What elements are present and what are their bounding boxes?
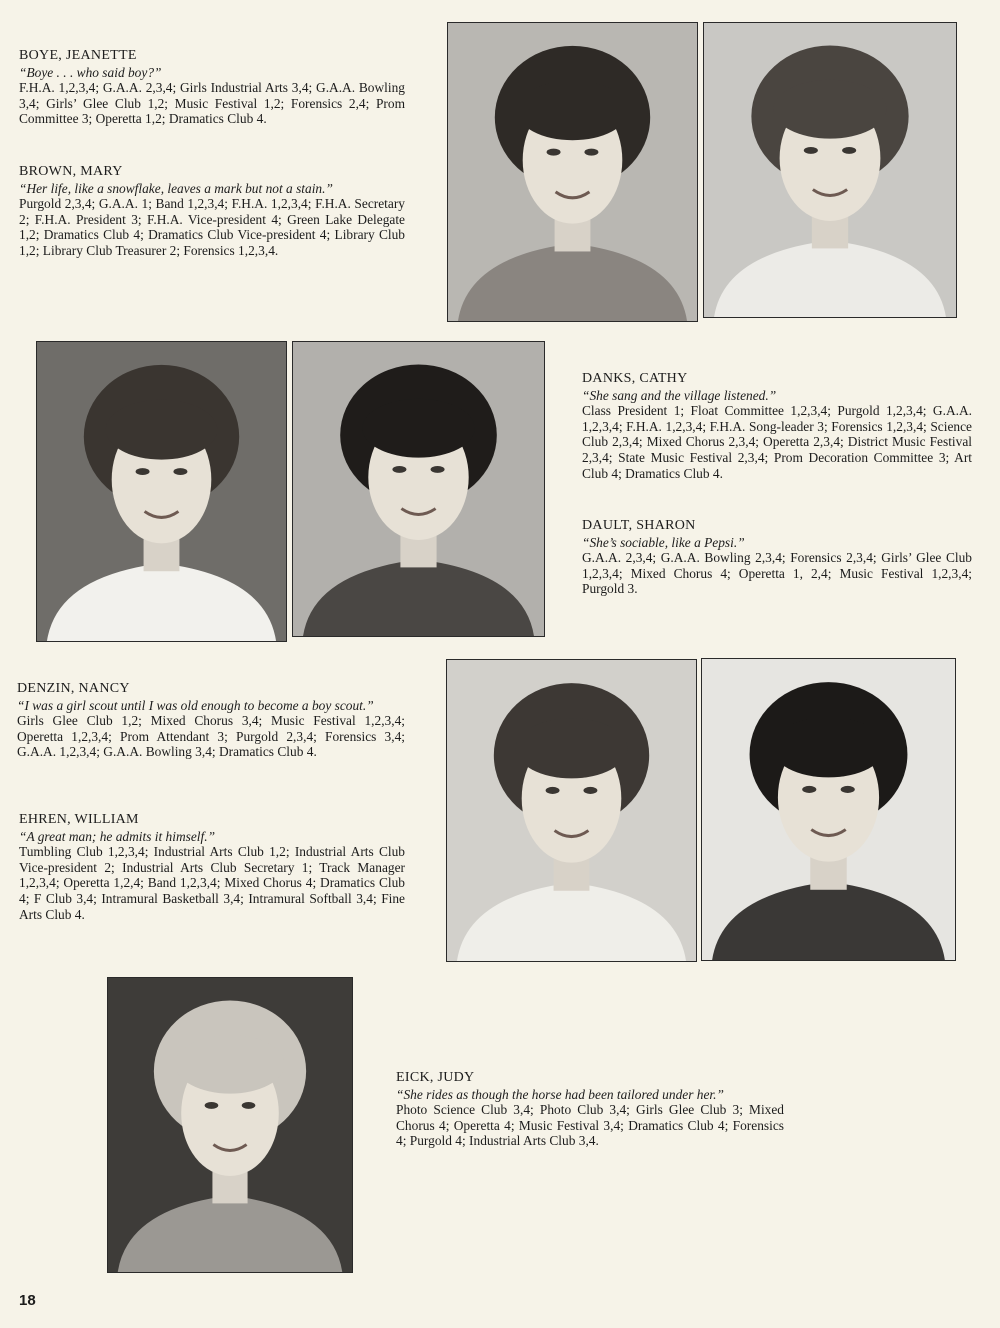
portrait-photo-eick — [107, 977, 353, 1273]
portrait-drawing — [37, 342, 286, 641]
page-number: 18 — [19, 1292, 36, 1309]
student-name: DANKS, CATHY — [582, 371, 688, 386]
portrait-drawing — [108, 978, 352, 1272]
portrait-drawing — [702, 659, 955, 960]
student-entry-brown — [19, 164, 405, 259]
portrait-eye-right — [584, 149, 598, 156]
portrait-hair-fringe — [772, 717, 885, 777]
portrait-eye-left — [205, 1102, 219, 1109]
portrait-drawing — [293, 342, 544, 636]
student-name: EICK, JUDY — [396, 1070, 475, 1085]
portrait-eye-left — [802, 786, 816, 793]
portrait-photo-boye — [447, 22, 698, 322]
student-entry-ehren — [19, 812, 405, 922]
portrait-photo-danks — [36, 341, 287, 642]
portrait-drawing — [448, 23, 697, 321]
student-activities: Purgold 2,3,4; G.A.A. 1; Band 1,2,3,4; F.H.A. 1,2,3,4; F.H.A. Secretary 2; F.H.A. President 3; F.H.A. Vice-president 4; Green Lake Delegate 1,2; Dramatics Club 4; Dramatics Club Vice-president 4; Library Club 1,2; Library Club Treasurer 2; Forensics 1,2,3,4. — [19, 196, 405, 258]
portrait-photo-denzin — [446, 659, 697, 962]
student-entry-eick — [396, 1070, 784, 1149]
student-entry-denzin — [17, 681, 405, 760]
student-quote: “I was a girl scout until I was old enough to become a boy scout.” — [17, 697, 374, 713]
student-activities: G.A.A. 2,3,4; G.A.A. Bowling 2,3,4; Forensics 2,3,4; Girls’ Glee Club 1,2,3,4; Mixed Chorus 4; Operetta 1, 2,4; Music Festival 1,2,3,4; Purgold 3. — [582, 550, 972, 597]
portrait-eye-right — [242, 1102, 256, 1109]
portrait-photo-brown — [703, 22, 957, 318]
portrait-eye-left — [546, 787, 560, 794]
portrait-hair-fringe — [516, 718, 628, 778]
student-name: DAULT, SHARON — [582, 518, 696, 533]
portrait-hair-fringe — [774, 80, 887, 139]
portrait-eye-right — [841, 786, 855, 793]
portrait-eye-right — [173, 468, 187, 475]
student-quote: “She rides as though the horse had been tailored under her.” — [396, 1086, 724, 1102]
student-quote: “A great man; he admits it himself.” — [19, 828, 216, 844]
student-name: DENZIN, NANCY — [17, 681, 130, 696]
portrait-drawing — [704, 23, 956, 317]
student-quote: “Boye . . . who said boy?” — [19, 64, 162, 80]
portrait-eye-right — [842, 147, 856, 154]
student-activities: Photo Science Club 3,4; Photo Club 3,4; Girls Glee Club 3; Mixed Chorus 4; Operetta 4; Music Festival 3,4; Dramatics Club 4; Forensics 4; Purgold 4; Industrial Arts Club 3,4. — [396, 1102, 784, 1149]
portrait-eye-right — [431, 466, 445, 473]
student-quote: “Her life, like a snowflake, leaves a mark but not a stain.” — [19, 180, 333, 196]
student-entry-danks — [582, 371, 972, 481]
student-name: BOYE, JEANETTE — [19, 48, 137, 63]
student-activities: F.H.A. 1,2,3,4; G.A.A. 2,3,4; Girls Industrial Arts 3,4; G.A.A. Bowling 3,4; Girls’ Glee Club 1,2; Music Festival 1,2; Forensics 2,4; Prom Committee 3; Operetta 1,2; Dramatics Club 4. — [19, 80, 405, 127]
portrait-hair-fringe — [362, 399, 474, 458]
portrait-photo-dault — [292, 341, 545, 637]
student-entry-boye — [19, 48, 405, 127]
portrait-hair-fringe — [517, 81, 629, 141]
portrait-eye-right — [583, 787, 597, 794]
student-activities: Tumbling Club 1,2,3,4; Industrial Arts Club 1,2; Industrial Arts Club Vice-president 2; Industrial Arts Club Secretary 1; Track Manager 1,2,3,4; Operetta 1,2,4; Band 1,2,3,4; Mixed Chorus 4; Dramatics Club 4; F Club 3,4; Intramural Basketball 3,4; Intramural Softball 3,4; Fine Arts Club 4. — [19, 844, 405, 922]
portrait-hair-fringe — [175, 1035, 284, 1094]
portrait-photo-ehren — [701, 658, 956, 961]
student-entry-dault — [582, 518, 972, 597]
student-quote: “She’s sociable, like a Pepsi.” — [582, 534, 745, 550]
student-name: BROWN, MARY — [19, 164, 123, 179]
portrait-eye-left — [136, 468, 150, 475]
portrait-eye-left — [392, 466, 406, 473]
student-activities: Girls Glee Club 1,2; Mixed Chorus 3,4; Music Festival 1,2,3,4; Operetta 1,2,3,4; Prom Attendant 3; Purgold 2,3,4; Forensics 3,4; G.A.A. 1,2,3,4; G.A.A. Bowling 3,4; Dramatics Club 4. — [17, 713, 405, 760]
student-name: EHREN, WILLIAM — [19, 812, 139, 827]
student-activities: Class President 1; Float Committee 1,2,3,4; Purgold 1,2,3,4; G.A.A. 1,2,3,4; F.H.A. 1,2,3,4; F.H.A. Song-leader 3; Forensics 1,2,3,4; Science Club 2,3,4; Mixed Chorus 2,3,4; Operetta 2,3,4; District Music Festival 2,3,4; State Music Festival 2,3,4; Prom Decoration Committee 3; Art Club 4; Dramatics Club 4. — [582, 403, 972, 481]
student-quote: “She sang and the village listened.” — [582, 387, 777, 403]
portrait-eye-left — [547, 149, 561, 156]
portrait-eye-left — [804, 147, 818, 154]
portrait-drawing — [447, 660, 696, 961]
portrait-hair-fringe — [106, 400, 218, 460]
